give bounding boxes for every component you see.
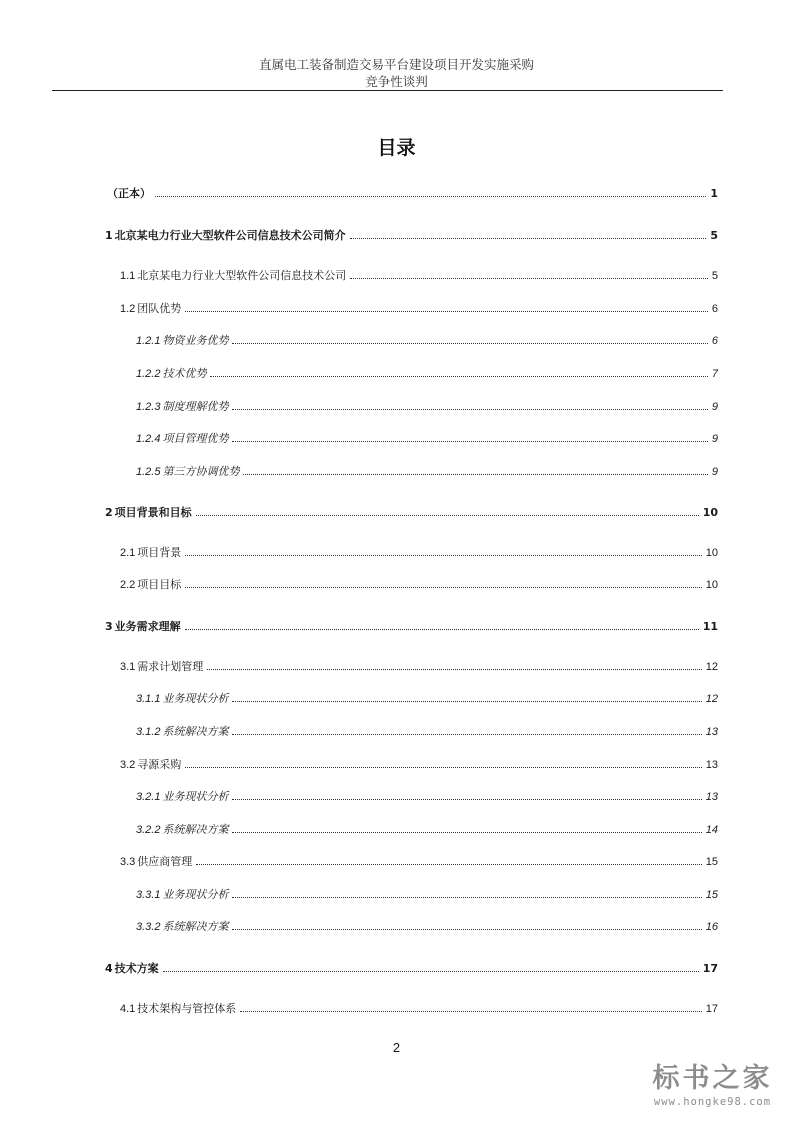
toc-entry-label: （正本） — [107, 187, 151, 200]
toc-entry-number: 3.3.2 — [136, 921, 161, 933]
toc-dot-leader — [196, 514, 699, 516]
toc-entry[interactable] — [136, 821, 718, 837]
toc-entry[interactable] — [136, 886, 718, 902]
toc-entry[interactable] — [120, 267, 718, 283]
toc-entry-label: 寻源采购 — [137, 758, 182, 771]
toc-entry-page: 5 — [711, 270, 718, 282]
toc-entry-label: 技术优势 — [162, 367, 207, 380]
toc-dot-leader — [232, 440, 707, 442]
toc-dot-leader — [163, 970, 699, 972]
toc-entry-number: 1.2.1 — [136, 335, 161, 347]
toc-entry-number: 1.2.2 — [136, 368, 161, 380]
toc-entry-number: 1.2 — [120, 303, 136, 315]
toc-entry-page: 10 — [705, 579, 718, 591]
toc-entry-label: 系统解决方案 — [162, 920, 229, 933]
toc-entry-number: 3 — [105, 620, 113, 633]
toc-entry-number: 3.2 — [120, 759, 136, 771]
header-subtitle: 竞争性谈判 — [365, 74, 428, 89]
toc-entry-label: 系统解决方案 — [162, 823, 229, 836]
toc-entry-label: 项目管理优势 — [162, 432, 229, 445]
toc-entry-page: 12 — [705, 661, 718, 673]
toc-entry-label: 业务现状分析 — [162, 692, 229, 705]
toc-entry[interactable] — [120, 658, 718, 674]
toc-entry-label: 技术方案 — [114, 962, 159, 975]
page-number: 2 — [392, 1040, 401, 1055]
toc-entry-number: 3.1.2 — [136, 726, 161, 738]
toc-entry-number: 2 — [105, 506, 113, 519]
toc-dot-leader — [155, 195, 706, 197]
toc-entry-page: 7 — [711, 368, 718, 380]
toc-entry-number: 1.2.3 — [136, 401, 161, 413]
toc-entry-number: 3.2.2 — [136, 824, 161, 836]
toc-entry[interactable] — [136, 430, 718, 446]
page-header — [0, 56, 793, 90]
header-title: 直属电工装备制造交易平台建设项目开发实施采购 — [258, 57, 534, 72]
toc-entry-number: 1 — [105, 229, 113, 242]
toc-entry-page: 10 — [702, 506, 718, 519]
toc-entry[interactable] — [136, 365, 718, 381]
toc-entry[interactable] — [136, 690, 718, 706]
toc-dot-leader — [196, 863, 701, 865]
toc-dot-leader — [232, 798, 701, 800]
toc-entry-page: 13 — [705, 759, 718, 771]
toc-dot-leader — [232, 896, 701, 898]
toc-entry-page: 9 — [711, 466, 718, 478]
toc-entry-page: 13 — [705, 791, 718, 803]
toc-dot-leader — [350, 237, 707, 239]
toc-entry-label: 需求计划管理 — [137, 660, 204, 673]
toc-entry[interactable] — [136, 723, 718, 739]
toc-entry-number: 1.2.5 — [136, 466, 161, 478]
toc-entry-number: 3.3 — [120, 856, 136, 868]
toc-dot-leader — [232, 700, 701, 702]
toc-dot-leader — [185, 554, 701, 556]
toc-entry-label: 项目背景和目标 — [114, 506, 192, 519]
toc-entry-page: 17 — [705, 1003, 718, 1015]
toc-entry-page: 9 — [711, 433, 718, 445]
toc-entry-label: 北京某电力行业大型软件公司信息技术公司简介 — [114, 229, 346, 242]
toc-entry-number: 3.1 — [120, 661, 136, 673]
toc-dot-leader — [232, 342, 707, 344]
toc-title: 目录 — [377, 137, 416, 159]
toc-entry-label: 业务现状分析 — [162, 888, 229, 901]
toc-entry[interactable] — [105, 618, 718, 634]
toc-entry-page: 9 — [711, 401, 718, 413]
toc-entry[interactable] — [136, 332, 718, 348]
toc-dot-leader — [185, 586, 701, 588]
toc-entry-page: 11 — [702, 620, 718, 633]
toc-entry-label: 物资业务优势 — [162, 334, 229, 347]
toc-entry[interactable] — [136, 463, 718, 479]
toc-entry[interactable] — [120, 756, 718, 772]
toc-entry-page: 16 — [705, 921, 718, 933]
toc-dot-leader — [350, 277, 708, 279]
toc-entry-label: 供应商管理 — [137, 855, 193, 868]
toc-dot-leader — [232, 928, 701, 930]
toc-entry-label: 制度理解优势 — [162, 400, 229, 413]
watermark-url: www.hongke98.com — [653, 1096, 772, 1108]
toc-entry-label: 业务现状分析 — [162, 790, 229, 803]
toc-entry-page: 17 — [702, 962, 718, 975]
toc-entry-page: 13 — [705, 726, 718, 738]
toc-dot-leader — [185, 766, 701, 768]
toc-dot-leader — [185, 310, 708, 312]
toc-entry-page: 1 — [710, 187, 718, 200]
toc-dot-leader — [243, 473, 707, 475]
toc-entry-label: 技术架构与管控体系 — [137, 1002, 237, 1015]
toc-entry-page: 6 — [711, 303, 718, 315]
toc-entry-number: 1.2.4 — [136, 433, 161, 445]
toc-entry-page: 5 — [710, 229, 718, 242]
toc-dot-leader — [232, 831, 701, 833]
toc-entry[interactable] — [105, 960, 718, 976]
toc-entry-number: 3.1.1 — [136, 693, 161, 705]
toc-entry-page: 12 — [705, 693, 718, 705]
toc-entry-label: 项目背景 — [137, 546, 182, 559]
toc-entry[interactable] — [120, 853, 718, 869]
toc-dot-leader — [207, 668, 701, 670]
toc-entry[interactable] — [136, 788, 718, 804]
toc-entry[interactable] — [105, 185, 718, 201]
toc-dot-leader — [185, 628, 699, 630]
toc-entry-label: 系统解决方案 — [162, 725, 229, 738]
toc-entry[interactable] — [105, 227, 718, 243]
toc-dot-leader — [240, 1010, 701, 1012]
toc-entry-page: 10 — [705, 547, 718, 559]
toc-entry-number: 4.1 — [120, 1003, 136, 1015]
toc-entry-number: 2.1 — [120, 547, 136, 559]
toc-entry-label: 第三方协调优势 — [162, 465, 240, 478]
toc-entry-label: 业务需求理解 — [114, 620, 181, 633]
toc-entry-label: 团队优势 — [137, 302, 182, 315]
toc-entry[interactable] — [136, 398, 718, 414]
toc-entry-page: 14 — [705, 824, 718, 836]
toc-entry-page: 6 — [711, 335, 718, 347]
toc-entry-number: 4 — [105, 962, 113, 975]
toc-entry-page: 15 — [705, 889, 718, 901]
header-rule — [52, 90, 723, 91]
toc-entry-page: 15 — [705, 856, 718, 868]
toc-entry-label: 项目目标 — [137, 578, 182, 591]
toc-entry-number: 1.1 — [120, 270, 136, 282]
toc-entry[interactable] — [136, 918, 718, 934]
toc-entry-number: 3.2.1 — [136, 791, 161, 803]
toc-dot-leader — [232, 408, 707, 410]
toc-entry[interactable] — [120, 576, 718, 592]
toc-entry[interactable] — [120, 544, 718, 560]
watermark-name: 标书之家 — [652, 1063, 773, 1094]
toc-entry-number: 2.2 — [120, 579, 136, 591]
toc-dot-leader — [232, 733, 701, 735]
toc-entry[interactable] — [120, 1000, 718, 1016]
toc-dot-leader — [210, 375, 707, 377]
toc-entry[interactable] — [105, 504, 718, 520]
watermark-logo — [640, 1063, 785, 1115]
toc-entry-label: 北京某电力行业大型软件公司信息技术公司 — [137, 269, 347, 282]
toc-entry[interactable] — [120, 300, 718, 316]
toc-entry-number: 3.3.1 — [136, 889, 161, 901]
